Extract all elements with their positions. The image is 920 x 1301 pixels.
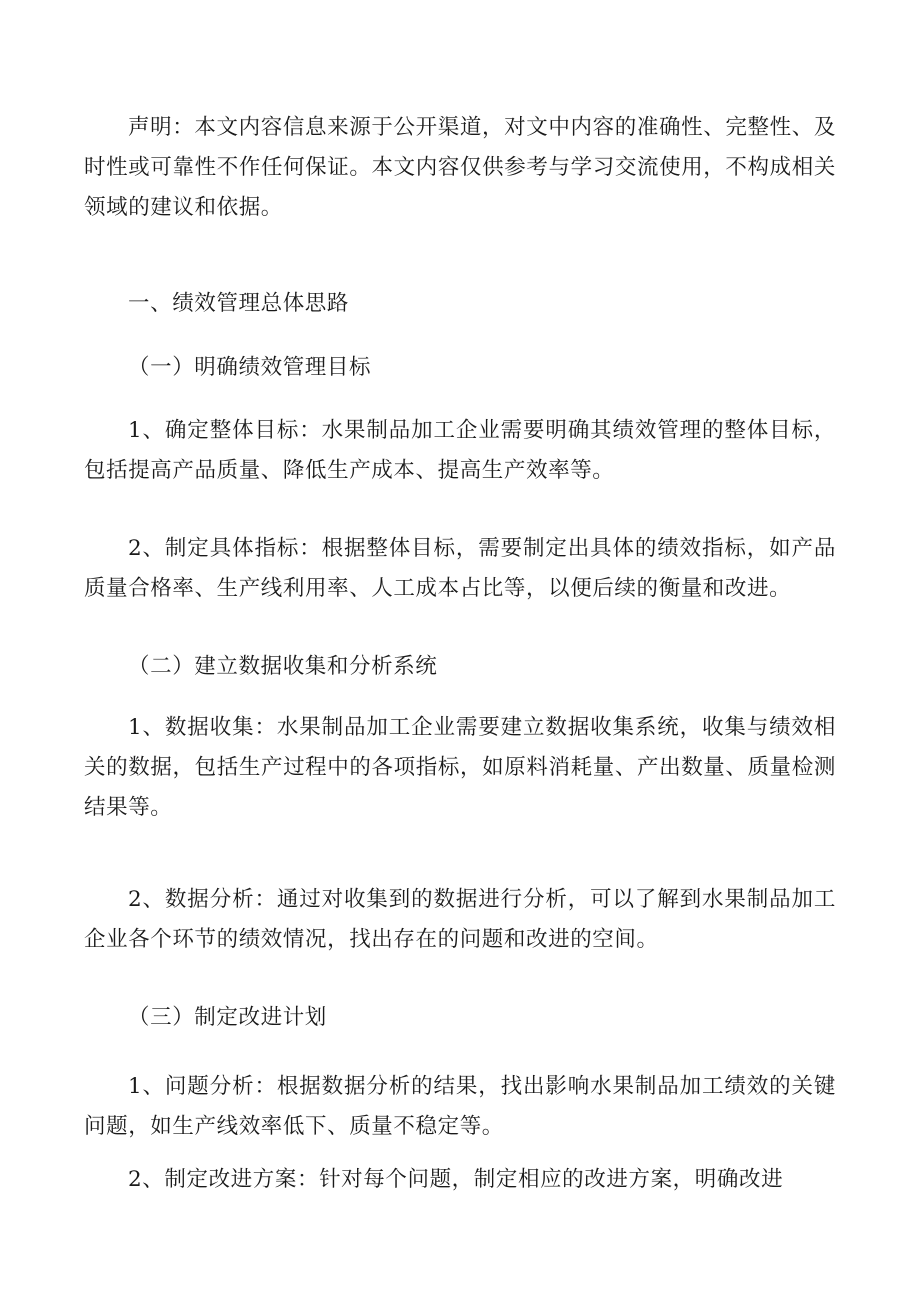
body-paragraph: 2、数据分析：通过对收集到的数据进行分析，可以了解到水果制品加工企业各个环节的绩效情况，找出存在的问题和改进的空间。 bbox=[84, 887, 836, 952]
subsection-heading: （三）制定改进计划 bbox=[128, 1005, 327, 1030]
subsection-heading: （一）明确绩效管理目标 bbox=[128, 355, 372, 380]
body-paragraph: 2、制定具体指标：根据整体目标，需要制定出具体的绩效指标，如产品质量合格率、生产线利用率、人工成本占比等，以便后续的衡量和改进。 bbox=[84, 536, 836, 601]
body-paragraph: 1、数据收集：水果制品加工企业需要建立数据收集系统，收集与绩效相关的数据，包括生产过程中的各项指标，如原料消耗量、产出数量、质量检测结果等。 bbox=[84, 715, 836, 820]
body-paragraph: 2、制定改进方案：针对每个问题，制定相应的改进方案，明确改进 bbox=[128, 1167, 784, 1192]
body-paragraph: 1、确定整体目标：水果制品加工企业需要明确其绩效管理的整体目标，包括提高产品质量、降低生产成本、提高生产效率等。 bbox=[84, 418, 836, 483]
subsection-heading: （二）建立数据收集和分析系统 bbox=[128, 654, 438, 679]
body-paragraph: 1、问题分析：根据数据分析的结果，找出影响水果制品加工绩效的关键问题，如生产线效率低下、质量不稳定等。 bbox=[84, 1074, 836, 1139]
section-heading: 一、绩效管理总体思路 bbox=[128, 291, 350, 316]
disclaimer-paragraph: 声明：本文内容信息来源于公开渠道，对文中内容的准确性、完整性、及时性或可靠性不作任何保证。本文内容仅供参考与学习交流使用，不构成相关领域的建议和依据。 bbox=[84, 115, 836, 220]
